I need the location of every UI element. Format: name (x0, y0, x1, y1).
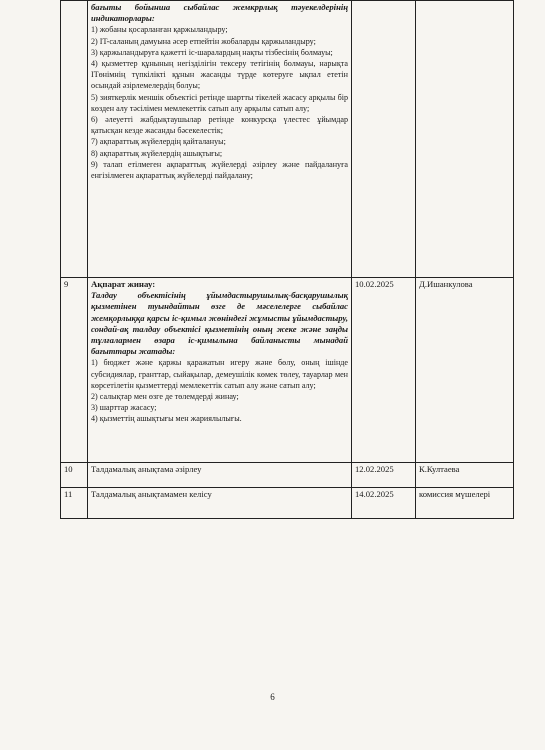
row-description: Талдамалық анықтама әзірлеу (88, 463, 352, 488)
list-item: 4) қызметтер құнының негізділігін тексеру тетігінің болмауы, нарықта ІТөнімнің түпкілікті құнын жасанды түрде көтеруге ықпал ететін осындай әзірлемелердің болуы; (91, 59, 348, 91)
row-date: 12.02.2025 (352, 463, 416, 488)
row-subheading: Талдау объектісінің ұйымдастырушылық-басқарушылық қызметінен туындайтын өзге де мәселелерге сыбайлас жемқорлыққа қарсы іс-қимыл жөніндегі жұмысты ұйымдастыру, сондай-ақ талдау объектісі қызметінің оның жеке және заңды тұлғалармен өзара іс-қимылына байланысты мынадай бағыттары жатады: (91, 290, 348, 357)
row-responsible: Д.Ишанкулова (416, 278, 514, 463)
row-responsible (416, 1, 514, 278)
table-row (61, 1, 514, 278)
row-description (88, 1, 352, 278)
row-number: 10 (61, 463, 88, 488)
list-item: 2) IT-саланың дамуына әсер етпейтін жобаларды қаржыландыру; (91, 36, 316, 46)
row-responsible: комиссия мүшелері (416, 488, 514, 519)
row-number (61, 1, 88, 278)
list-item: 2) салықтар мен өзге де төлемдерді жинау; (91, 392, 239, 402)
list-item: 6) әлеуетті жабдықтаушылар ретінде конкурсқа үлестес ұйымдар қатысқан кезде жасанды бәсекелестік; (91, 115, 348, 136)
list-item: 1) бюджет және қаржы қаражатын игеру және бөлу, оның ішінде субсидиялар, гранттар, сыйақылар, демеушілік көмек төлеу, тауарлар мен көрсетілетін қызметтерді мемлекеттік сатып алу және сатып алу; (91, 358, 348, 390)
list-item: 4) қызметтің ашықтығы мен жариялылығы. (91, 414, 242, 424)
list-item: 8) ақпараттық жүйелердің ашықтығы; (91, 148, 223, 158)
row-date: 14.02.2025 (352, 488, 416, 519)
plan-table (60, 0, 514, 519)
page-number: 6 (270, 692, 275, 702)
risk-indicators-heading: бағыты бойынша сыбайлас жемкррлық тәуекелдерінің индикаторлары: (91, 2, 348, 24)
row-heading: Ақпарат жинау: (91, 279, 156, 289)
row-description (88, 278, 352, 463)
list-item: 1) жобаны қосарланған қаржыландыру; (91, 25, 228, 35)
row-date: 10.02.2025 (352, 278, 416, 463)
list-item: 3) қаржыландыруға қажетті іс-шаралардың нақты тізбесінің болмауы; (91, 47, 333, 57)
row-responsible: К.Култаева (416, 463, 514, 488)
row-date (352, 1, 416, 278)
row-description: Талдамалық анықтамамен келісу (88, 488, 352, 519)
row-number: 11 (61, 488, 88, 519)
list-item: 7) ақпараттық жүйелердің қайталануы; (91, 137, 226, 147)
table-row (61, 463, 514, 488)
list-item: 5) зияткерлік меншік объектісі ретінде шартты тікелей жасасу арқылы бір көзден алу тәсілімен мемлекеттік сатып алу арқылы сатып алу; (91, 92, 348, 113)
list-item: 9) талап етілмеген ақпараттық жүйелерді әзірлеу және пайдалануға енгізілмеген ақпараттық жүйелерді пайдалану; (91, 159, 348, 181)
table-row (61, 488, 514, 519)
list-item: 3) шарттар жасасу; (91, 403, 157, 413)
table-row (61, 278, 514, 463)
row-number: 9 (61, 278, 88, 463)
